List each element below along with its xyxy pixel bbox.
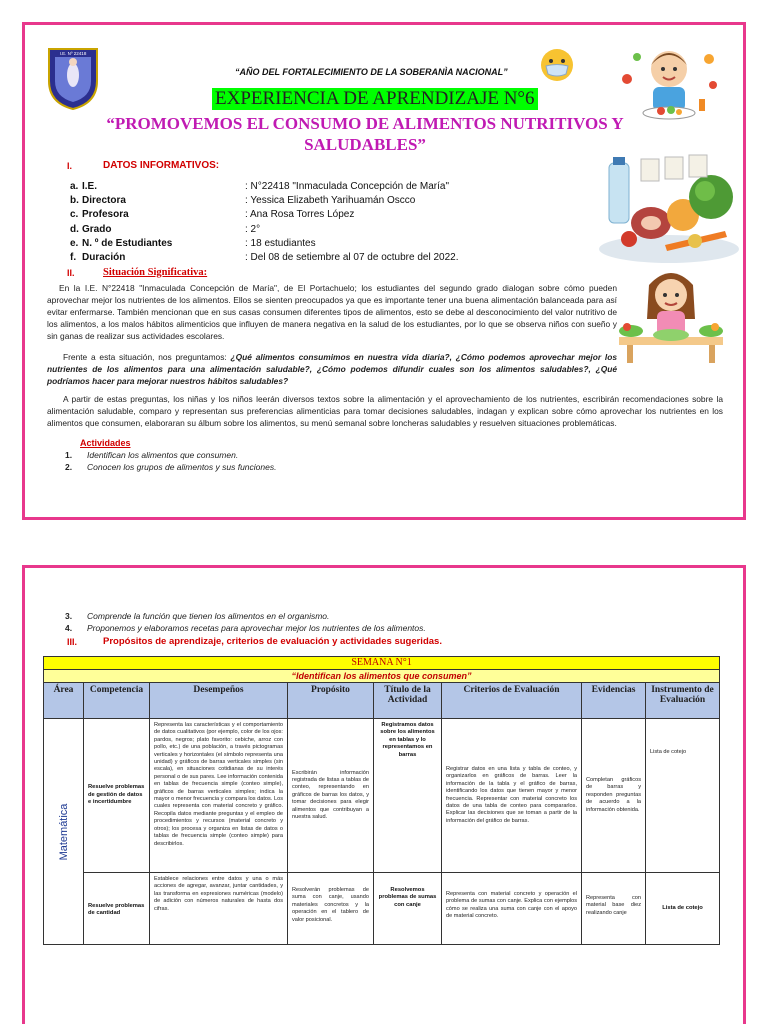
criterios-cell: Registrar datos en una lista y tabla de conteo, y organizarlos en gráficos de barras. Leer la información de la tabla y el gráfico de barras, identificando los datos que tienen mayor y menor frecuencia. Representar con material concreto los datos de una tabla de conteo para compararlos. Explicar las decisiones que se toman a partir de la información del gráfico de barras. — [442, 719, 582, 873]
situacion-paragraph-3: A partir de estas preguntas, los niñas y los niños leerán diversos textos sobre la alimentación y el aprovechamiento de los nutrientes, escribirán recomendaciones sobre la alimentación saludable, comparo y representan sus preferencias alimenticias para tomar decisiones saludables, indagan y explican sobre cómo aprovechar los nutrientes en los alimentos que consumen, elaboraran su álbum sobre los alimentos, su menú semanal sobre loncheras saludables y resuelven situaciones problemáticas. — [47, 394, 723, 428]
col-header: Instrumento de Evaluación — [646, 683, 720, 719]
table-row — [44, 719, 720, 873]
info-row-duracion: f. Duración : Del 08 de setiembre al 07 de octubre del 2022. — [70, 252, 459, 263]
table-row — [44, 873, 720, 945]
activity-item: 1. Identifican los alimentos que consumen. — [65, 450, 239, 460]
child-eating-illustration — [613, 39, 725, 121]
titulo-cell: Registramos datos sobre los alimentos en tablas y lo representamos en barras — [374, 719, 442, 873]
evidencias-cell: Representa con material base diez realizando canje — [582, 873, 646, 945]
situacion-questions: ¿Qué alimentos consumimos en nuestra vida diaria?, ¿Cómo podemos aprovechar mejor los nutrientes de los alimentos para una alimentación saludable?, ¿Cómo podemos difundir cuales son los alimentos saludables?, ¿Qué podríamos hacer para mejorar nuestros hábitos saludables? — [47, 352, 618, 386]
week-label: SEMANA N°1 — [44, 657, 720, 670]
titulo-cell: Resolvemos problemas de sumas con canje — [374, 873, 442, 945]
healthy-food-illustration — [595, 153, 743, 273]
proposito-cell: Escribirán información registrada de listas a tablas de conteo, representando en gráficos de barras los datos, y tomar decisiones para elegir alimentos que contribuyan a nuestra salud. — [288, 719, 374, 873]
school-seal-logo — [45, 45, 101, 111]
info-row-ie: a. I.E. : N°22418 "Inmaculada Concepción de María" — [70, 181, 449, 192]
datos-heading: DATOS INFORMATIVOS: — [103, 160, 220, 171]
desempenos-cell: Representa las características y el comportamiento de datos cualitativos (por ejemplo, color de los ojos: pardos, negros; plato favorito: cebiche, arroz con pollo, etc.) de una población, a través pictogramas verticales y horizontales (el símbolo representa una unidad) y gráficos de barras verticales simples (sin escala), en situaciones cotidianas de su interés personal o de sus pares. Lee información contenida en tablas de frecuencia simple (conteo simple), gráficos de barras verticales simples; indica la mayor o menor frecuencia y compara los datos. Los cuales representa con material concreto y gráfico. Recopila datos mediante preguntas y el empleo de procedimientos y recursos (material concreto y otros); los procesa y organiza en listas de datos o tablas de frecuencia simple (conteo simple) para describirlos. — [150, 719, 288, 873]
section-number: III. — [67, 637, 78, 647]
info-row-directora: b. Directora : Yessica Elizabeth Yarihuamán Oscco — [70, 195, 416, 206]
year-motto: “AÑO DEL FORTALECIMIENTO DE LA SOBERANÌA NACIONAL” — [235, 67, 508, 77]
proposito-cell: Resolverán problemas de suma con canje, usando materiales concretos y la operación en el tablero de valor posicional. — [288, 873, 374, 945]
propositos-heading: Propósitos de aprendizaje, criterios de evaluación y actividades sugeridas. — [103, 636, 442, 647]
col-header: Criterios de Evaluación — [442, 683, 582, 719]
info-row-grado: d. Grado : 2° — [70, 224, 261, 235]
instrumento-cell: Lista de cotejo — [646, 719, 720, 873]
col-header: Título de la Actividad — [374, 683, 442, 719]
main-title: “PROMOVEMOS EL CONSUMO DE ALIMENTOS NUTRITIVOS Y SALUDABLES” — [106, 114, 624, 154]
col-header: Evidencias — [582, 683, 646, 719]
section-number: I. — [67, 161, 73, 171]
col-header: Propósito — [288, 683, 374, 719]
criterios-cell: Representa con material concreto y operación el problema de sumas con canje. Explica con ejemplos cómo se realiza una suma con canje con el apoyo de material concreto. — [442, 873, 582, 945]
activity-item: 3. Comprende la función que tienen los alimentos en el organismo. — [65, 611, 330, 621]
col-header: Área — [44, 683, 84, 719]
info-row-estudiantes: e. N. º de Estudiantes : 18 estudiantes — [70, 238, 316, 249]
document-page-1 — [22, 22, 746, 520]
experience-title: EXPERIENCIA DE APRENDIZAJE N°6 — [212, 88, 538, 110]
mask-emoji-icon — [539, 47, 575, 83]
area-label: Matemática — [57, 803, 70, 860]
evidencias-cell: Completan gráficos de barras y responden preguntas de acuerdo a la información obtenida. — [582, 719, 646, 873]
activity-item: 4. Proponemos y elaboramos recetas para aprovechar mejor los nutrientes de los alimentos. — [65, 623, 426, 633]
competencia-cell: Resuelve problemas de gestión de datos e incertidumbre — [84, 719, 150, 873]
info-row-profesora: c. Profesora : Ana Rosa Torres López — [70, 209, 355, 220]
activity-item: 2. Conocen los grupos de alimentos y sus funciones. — [65, 462, 277, 472]
competencia-cell: Resuelve problemas de cantidad — [84, 873, 150, 945]
girl-salad-illustration — [615, 265, 727, 365]
desempenos-cell: Establece relaciones entre datos y una o más acciones de agregar, avanzar, juntar cantidades, y las transforma en expresiones numéricas (modelo) de adición con números naturales de hasta dos cifras. — [150, 873, 288, 945]
area-cell — [44, 719, 84, 945]
seal-text: I.E. Nº 22418 — [59, 51, 87, 56]
col-header: Competencia — [84, 683, 150, 719]
situacion-paragraph-2: Frente a esta situación, nos preguntamos: ¿Qué alimentos consumimos en nuestra vida diaria?, ¿Cómo podemos aprovechar mejor los nutrientes de los alimentos para una alimentación saludable?, ¿Cómo podemos difundir cuales son los alimentos saludables?, ¿Qué podríamos hacer para mejorar nuestros hábitos saludables? — [47, 352, 618, 386]
section-number: II. — [67, 268, 75, 278]
table-header-row — [44, 683, 720, 719]
learning-plan-table — [43, 656, 720, 945]
situacion-paragraph-1: En la I.E. N°22418 "Inmaculada Concepción de María", de El Portachuelo; los estudiantes del segundo grado dialogan sobre cómo pueden aprovechar mejor los nutrientes de los alimentos. Ellos se sienten preocupados ya que es importante tener una buena alimentación balanceada para así evitar enfermarse. También mencionan que en sus casas consumen diferentes tipos de alimentos, esto se debe al desconocimiento del valor nutritivo de los alimentos, a los malos hábitos alimenticios que influyen de manera negativa en la salud de los estudiantes, por lo que se observa niños con sueño y sin ganas de realizar sus actividades escolares. — [47, 283, 617, 341]
col-header: Desempeños — [150, 683, 288, 719]
document-page-2 — [22, 565, 746, 1024]
actividades-heading: Actividades — [80, 438, 131, 448]
week-subtitle: “Identifican los alimentos que consumen” — [44, 670, 720, 683]
situacion-heading: Situación Significativa: — [103, 267, 208, 278]
instrumento-cell: Lista de cotejo — [646, 873, 720, 945]
